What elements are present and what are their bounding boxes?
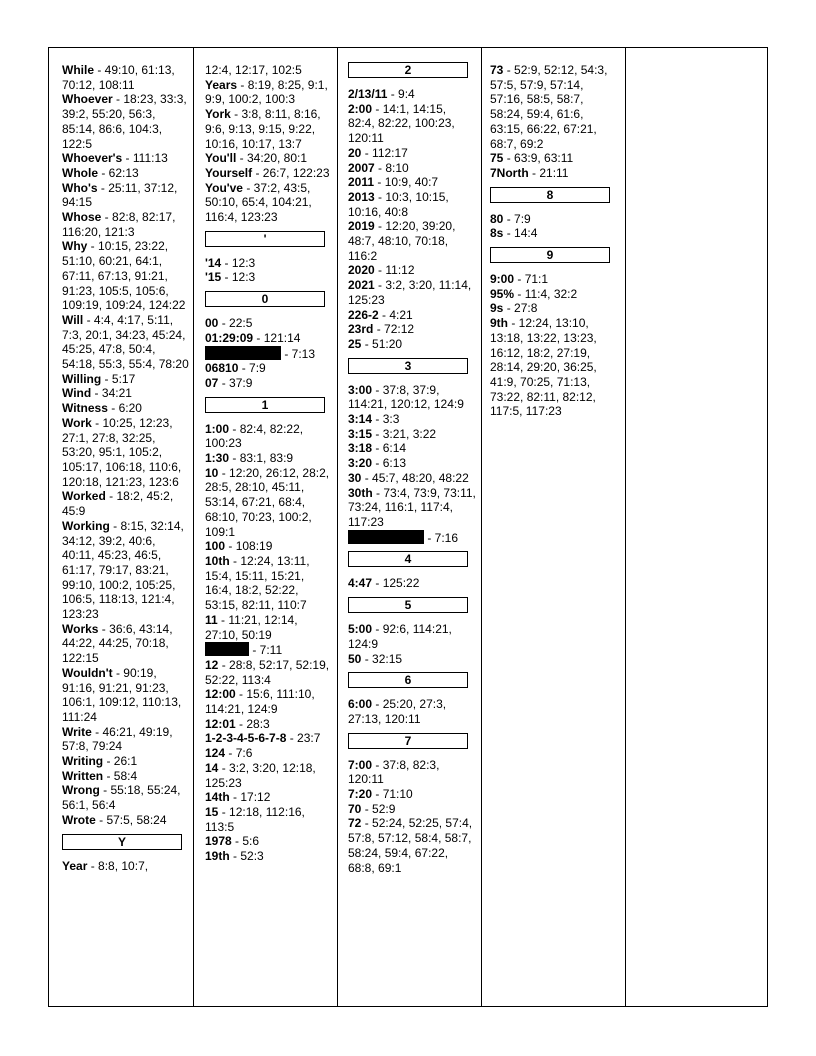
page-line-refs: 111:13 — [132, 151, 168, 166]
page-line-refs: 52:9, 52:12, 54:3, 57:5, 57:9, 57:14, 57:16, 58:5, 58:7, 58:24, 59:4, 61:6, 63:15, 66:22, 67:21, 68:7, 69:2 — [490, 63, 608, 151]
index-term: 1:00 — [205, 421, 230, 436]
page-line-refs: 7:6 — [235, 746, 253, 761]
index-term: 95% — [490, 286, 515, 301]
index-term: 20 — [348, 145, 362, 160]
index-entry: Write - 46:21, 49:19, 57:8, 79:24 — [62, 724, 173, 754]
index-entry: 1978 - 5:6 — [205, 834, 260, 849]
index-term: Working — [62, 518, 110, 533]
index-term: 2/13/11 — [348, 87, 388, 101]
page-line-refs: 37:2, 43:5, 50:10, 65:4, 104:21, 116:4, 123:23 — [205, 180, 312, 225]
letter-section-header: ' — [205, 231, 325, 247]
page-line-refs: 5:17 — [111, 371, 136, 386]
index-term: Willing — [62, 371, 102, 386]
index-term: 12:00 — [205, 687, 236, 702]
page-line-refs: 82:8, 82:17, 116:20, 121:3 — [62, 210, 176, 239]
page-line-refs: 52:9 — [372, 801, 396, 816]
index-entry: 3:18 - 6:14 — [348, 441, 407, 456]
index-entry: '15 - 12:3 — [205, 270, 256, 285]
index-term: 01:29:09 — [205, 330, 254, 345]
index-entry: 7:00 - 37:8, 82:3, 120:11 — [348, 757, 440, 787]
page-line-refs: 23:7 — [297, 731, 321, 746]
index-entry: Work - 10:25, 12:23, 27:1, 27:8, 32:25, 53:20, 95:1, 105:2, 105:17, 106:18, 110:6, 120:18, 121:23, 123:6 — [62, 415, 182, 489]
page-line-refs: 12:4, 12:17, 102:5 — [205, 63, 302, 77]
index-entry: - 7:16 — [348, 530, 476, 546]
index-entry: 9s - 27:8 — [490, 301, 538, 316]
page-line-refs: 52:3 — [240, 849, 264, 864]
index-term: 73 — [490, 63, 504, 77]
index-term: Whoever's — [62, 151, 123, 166]
page-line-refs: 92:6, 114:21, 124:9 — [348, 622, 452, 651]
index-entry: 3:20 - 6:13 — [348, 456, 407, 471]
index-entry: Working - 8:15, 32:14, 34:12, 39:2, 40:6, 40:11, 45:23, 46:5, 61:17, 79:17, 83:21, 99:10, 100:2, 105:25, 106:5, 118:13, 121:4, 123:23 — [62, 518, 184, 622]
index-term: 15 — [205, 804, 219, 819]
index-entry: You'll - 34:20, 80:1 — [205, 151, 308, 166]
page-line-refs: 12:24, 13:10, 13:18, 13:22, 13:23, 16:12, 18:2, 27:19, 28:14, 29:20, 36:25, 41:9, 70:25, 71:13, 73:22, 82:11, 82:12, 117:5, 117:23 — [490, 316, 597, 419]
page-line-refs: 14:4 — [514, 226, 538, 241]
index-term: 80 — [490, 211, 504, 226]
page-line-refs: 7:13 — [291, 346, 316, 361]
index-entry: 6:00 - 25:20, 27:3, 27:13, 120:11 — [348, 697, 447, 726]
index-entry: You've - 37:2, 43:5, 50:10, 65:4, 104:21, 116:4, 123:23 — [205, 180, 312, 225]
index-term: '14 — [205, 255, 222, 270]
index-term: 9th — [490, 316, 508, 331]
index-entry: 10 - 12:20, 26:12, 28:2, 28:5, 28:10, 45:11, 53:14, 67:21, 68:4, 68:10, 70:23, 100:2, 109:1 — [205, 465, 330, 539]
index-entry: Written - 58:4 — [62, 768, 138, 783]
index-entry: Year - 8:8, 10:7, — [62, 858, 149, 873]
index-entry: Willing - 5:17 — [62, 371, 136, 386]
page-line-refs: 5:6 — [242, 834, 260, 849]
index-term: 9:00 — [490, 272, 515, 287]
index-entry: 100 - 108:19 — [205, 539, 273, 554]
redaction-box — [205, 346, 281, 360]
index-term: Will — [62, 312, 84, 327]
index-entry: Worked - 18:2, 45:2, 45:9 — [62, 489, 174, 519]
page-line-refs: 8:8, 10:7, — [98, 858, 149, 873]
page-line-refs: 11:21, 12:14, 27:10, 50:19 — [205, 612, 298, 642]
page-line-refs: 52:24, 52:25, 57:4, 57:8, 57:12, 58:4, 58:7, 58:24, 59:4, 67:22, 68:8, 69:1 — [348, 816, 473, 875]
page-line-refs: 25:11, 37:12, 94:15 — [62, 180, 178, 210]
index-term: 50 — [348, 651, 362, 666]
page-line-refs: 58:4 — [113, 768, 138, 783]
page-line-refs: 10:3, 10:15, 10:16, 40:8 — [348, 189, 449, 219]
page-line-refs: 3:8, 8:11, 8:16, 9:6, 9:13, 9:15, 9:22, 10:16, 10:17, 13:7 — [205, 107, 321, 151]
letter-section-header: 2 — [348, 62, 468, 78]
index-term: Wind — [62, 386, 92, 401]
index-term: 14 — [205, 760, 219, 775]
index-term: 8s — [490, 226, 504, 241]
page-line-refs: 18:23, 33:3, 39:2, 55:20, 56:3, 85:14, 86:6, 104:3, 122:5 — [62, 92, 187, 151]
index-term: 00 — [205, 316, 219, 331]
index-term: 226-2 — [348, 307, 379, 322]
index-entry: Why - 10:15, 23:22, 51:10, 60:21, 64:1, 67:11, 67:13, 91:21, 91:23, 105:5, 105:6, 109:19, 109:24, 124:22 — [62, 239, 186, 313]
page-line-refs: 10:9, 40:7 — [384, 175, 439, 190]
page-line-refs: 8:15, 32:14, 34:12, 39:2, 40:6, 40:11, 45:23, 46:5, 61:17, 79:17, 83:21, 99:10, 100:2, 105:25, 106:5, 118:13, 121:4, 123:23 — [62, 518, 184, 622]
index-term: 06810 — [205, 361, 239, 376]
index-entry: 72 - 52:24, 52:25, 57:4, 57:8, 57:12, 58:4, 58:7, 58:24, 59:4, 67:22, 68:8, 69:1 — [348, 816, 473, 875]
index-term: 72 — [348, 816, 362, 831]
index-entry: 226-2 - 4:21 — [348, 307, 413, 322]
page-line-refs: 28:3 — [246, 716, 270, 731]
page-line-refs: 6:14 — [382, 441, 407, 456]
page-line-refs: 4:4, 4:17, 5:11, 7:3, 20:1, 34:23, 45:24, 45:25, 47:8, 50:4, 54:18, 55:3, 55:4, 78:20 — [62, 312, 189, 372]
index-entry: Witness - 6:20 — [62, 401, 142, 416]
index-entry: Years - 8:19, 8:25, 9:1, 9:9, 100:2, 100:3 — [205, 77, 328, 107]
index-entry: - 7:11 — [205, 642, 333, 658]
index-term: Works — [62, 621, 99, 636]
index-page-frame — [48, 47, 768, 1007]
index-entry: 20 - 112:17 — [348, 145, 408, 160]
page-line-refs: 63:9, 63:11 — [514, 151, 574, 166]
index-term: 1-2-3-4-5-6-7-8 — [205, 731, 287, 746]
page-line-refs: 57:5, 58:24 — [106, 812, 167, 827]
index-entry — [205, 63, 333, 78]
page-line-refs: 26:1 — [113, 754, 138, 769]
page-line-refs: 121:14 — [263, 330, 301, 345]
index-term: Wrote — [62, 812, 96, 827]
page-line-refs: 4:21 — [389, 307, 413, 322]
page-line-refs: 11:12 — [385, 263, 415, 278]
letter-section-header: 8 — [490, 187, 610, 203]
index-term: Whole — [62, 165, 98, 180]
index-term: Wrong — [62, 783, 100, 798]
index-term: 2011 — [348, 175, 375, 190]
index-term: 3:20 — [348, 456, 373, 471]
index-entry: Whoever's - 111:13 — [62, 151, 168, 166]
page-line-refs: 7:9 — [249, 361, 266, 376]
index-term: Witness — [62, 401, 108, 416]
index-entry: 9:00 - 71:1 — [490, 272, 549, 287]
index-entry: 3:00 - 37:8, 37:9, 114:21, 120:12, 124:9 — [348, 382, 464, 412]
page-line-refs: 32:15 — [372, 651, 403, 666]
index-entry: While - 49:10, 61:13, 70:12, 108:11 — [62, 63, 175, 92]
index-entry: Whose - 82:8, 82:17, 116:20, 121:3 — [62, 210, 176, 239]
index-term: 1:30 — [205, 451, 230, 466]
index-term: While — [62, 63, 94, 77]
page-line-refs: 7:11 — [259, 643, 283, 658]
index-entry: 95% - 11:4, 32:2 — [490, 286, 578, 301]
index-entry: 11 - 11:21, 12:14, 27:10, 50:19 — [205, 612, 298, 642]
index-entry: 4:47 - 125:22 — [348, 576, 420, 591]
page-line-refs: 3:2, 3:20, 11:14, 125:23 — [348, 278, 472, 307]
page-line-refs: 37:8, 37:9, 114:21, 120:12, 124:9 — [348, 382, 464, 412]
letter-section-header: 4 — [348, 551, 468, 567]
index-term: 7North — [490, 165, 529, 180]
page-line-refs: 8:10 — [385, 160, 409, 175]
index-entry: 2011 - 10:9, 40:7 — [348, 175, 439, 190]
index-entry: 2/13/11 - 9:4 — [348, 87, 415, 101]
index-entry: Who's - 25:11, 37:12, 94:15 — [62, 180, 178, 210]
page-line-refs: 10:15, 23:22, 51:10, 60:21, 64:1, 67:11, 67:13, 91:21, 91:23, 105:5, 105:6, 109:19, 109:24, 124:22 — [62, 239, 186, 313]
page-line-refs: 72:12 — [384, 322, 415, 337]
index-entry: 23rd - 72:12 — [348, 322, 415, 337]
page-line-refs: 15:6, 111:10, 114:21, 124:9 — [205, 687, 315, 717]
index-term: 07 — [205, 375, 219, 390]
index-term: Written — [62, 768, 104, 783]
index-entry: Whoever - 18:23, 33:3, 39:2, 55:20, 56:3, 85:14, 86:6, 104:3, 122:5 — [62, 92, 187, 151]
index-term: 9s — [490, 301, 504, 316]
page-line-refs: 8:19, 8:25, 9:1, 9:9, 100:2, 100:3 — [205, 77, 328, 107]
page-line-refs: 7:16 — [434, 530, 459, 545]
page-line-refs: 12:24, 13:11, 15:4, 15:11, 15:21, 16:4, 18:2, 52:22, 53:15, 82:11, 110:7 — [205, 553, 310, 613]
index-term: 3:00 — [348, 382, 373, 397]
index-entry: 12 - 28:8, 52:17, 52:19, 52:22, 113:4 — [205, 657, 330, 687]
page-line-refs: 71:1 — [524, 272, 549, 287]
index-term: Who's — [62, 180, 98, 195]
index-term: Years — [205, 77, 238, 92]
index-term: 10th — [205, 553, 230, 568]
redaction-box — [348, 530, 424, 544]
index-term: 19th — [205, 849, 230, 864]
index-entry: 7:20 - 71:10 — [348, 787, 413, 802]
page-line-refs: 125:22 — [382, 576, 420, 591]
page-line-refs: 21:11 — [539, 165, 569, 180]
index-term: 4:47 — [348, 576, 373, 591]
index-term: 12:01 — [205, 716, 236, 731]
letter-section-header: 0 — [205, 291, 325, 307]
index-term: 2013 — [348, 189, 375, 204]
index-term: 2:00 — [348, 101, 373, 116]
index-term: 3:15 — [348, 426, 373, 441]
index-entry: 30 - 45:7, 48:20, 48:22 — [348, 470, 469, 485]
index-term: 30 — [348, 470, 362, 485]
index-term: '15 — [205, 270, 222, 285]
index-term: You've — [205, 180, 243, 195]
index-term: Year — [62, 858, 88, 873]
index-entry: 73 - 52:9, 52:12, 54:3, 57:5, 57:9, 57:14, 57:16, 58:5, 58:7, 58:24, 59:4, 61:6, 63:15, 66:22, 67:21, 68:7, 69:2 — [490, 63, 608, 151]
index-entry: 5:00 - 92:6, 114:21, 124:9 — [348, 622, 452, 651]
index-entry: 30th - 73:4, 73:9, 73:11, 73:24, 116:1, 117:4, 117:23 — [348, 485, 476, 529]
index-entry: 2019 - 12:20, 39:20, 48:7, 48:10, 70:18, 116:2 — [348, 219, 456, 263]
index-column-1 — [49, 48, 193, 1006]
page-line-refs: 112:17 — [372, 145, 408, 160]
index-term: 2007 — [348, 160, 375, 175]
index-entry: 12:00 - 15:6, 111:10, 114:21, 124:9 — [205, 687, 315, 717]
index-term: 7:20 — [348, 787, 373, 802]
index-entry: 3:14 - 3:3 — [348, 412, 400, 427]
index-entry: Wind - 34:21 — [62, 386, 132, 401]
page-line-refs: 25:20, 27:3, 27:13, 120:11 — [348, 697, 447, 726]
page-line-refs: 108:19 — [235, 539, 273, 554]
page-line-refs: 6:13 — [382, 456, 407, 471]
index-entry: 3:15 - 3:21, 3:22 — [348, 426, 437, 441]
page-line-refs: 3:3 — [382, 412, 400, 427]
index-term: 7:00 — [348, 757, 373, 772]
page-line-refs: 9:4 — [398, 87, 415, 101]
page-line-refs: 37:9 — [229, 375, 253, 390]
index-entry: 14 - 3:2, 3:20, 12:18, 125:23 — [205, 760, 316, 790]
page-line-refs: 12:3 — [231, 255, 256, 270]
index-column-4 — [481, 48, 625, 1006]
index-entry: 70 - 52:9 — [348, 801, 396, 816]
index-term: 75 — [490, 151, 504, 166]
page-line-refs: 10:25, 12:23, 27:1, 27:8, 32:25, 53:20, 95:1, 105:2, 105:17, 106:18, 110:6, 120:18, 121:23, 123:6 — [62, 415, 182, 489]
index-entry: 15 - 12:18, 112:16, 113:5 — [205, 804, 305, 834]
index-column-5 — [625, 48, 769, 1006]
index-entry: 01:29:09 - 121:14 — [205, 330, 301, 345]
index-term: 3:14 — [348, 412, 373, 427]
index-term: 23rd — [348, 322, 374, 337]
index-term: Writing — [62, 754, 104, 769]
page-line-refs: 34:20, 80:1 — [246, 151, 308, 166]
index-term: 14th — [205, 790, 230, 805]
index-entry: Works - 36:6, 43:14, 44:22, 44:25, 70:18, 122:15 — [62, 621, 173, 666]
index-entry: 19th - 52:3 — [205, 849, 264, 864]
page-line-refs: 3:2, 3:20, 12:18, 125:23 — [205, 760, 316, 790]
page-line-refs: 37:8, 82:3, 120:11 — [348, 757, 440, 787]
index-column-3 — [337, 48, 481, 1006]
index-entry: 1:30 - 83:1, 83:9 — [205, 451, 294, 466]
page-line-refs: 22:5 — [229, 316, 253, 331]
page-line-refs: 55:18, 55:24, 56:1, 56:4 — [62, 783, 181, 813]
letter-section-header: 7 — [348, 733, 468, 749]
letter-section-header: 3 — [348, 358, 468, 374]
index-term: 2019 — [348, 219, 375, 234]
index-entry: 06810 - 7:9 — [205, 361, 266, 376]
page-line-refs: 34:21 — [101, 386, 132, 401]
page-line-refs: 11:4, 32:2 — [524, 286, 578, 301]
page-line-refs: 49:10, 61:13, 70:12, 108:11 — [62, 63, 175, 92]
index-entry: 2007 - 8:10 — [348, 160, 409, 175]
index-entry: 124 - 7:6 — [205, 746, 253, 761]
index-term: 2021 — [348, 278, 375, 293]
letter-section-header: 9 — [490, 247, 610, 263]
index-entry: 00 - 22:5 — [205, 316, 253, 331]
index-entry: 12:01 - 28:3 — [205, 716, 270, 731]
page-line-refs: 36:6, 43:14, 44:22, 44:25, 70:18, 122:15 — [62, 621, 173, 666]
index-entry: 9th - 12:24, 13:10, 13:18, 13:22, 13:23, 16:12, 18:2, 27:19, 28:14, 29:20, 36:25, 41:9, 70:25, 71:13, 73:22, 82:11, 82:12, 117:5, 117:23 — [490, 316, 597, 419]
index-term: 6:00 — [348, 697, 373, 712]
index-term: 1978 — [205, 834, 232, 849]
index-term: 10 — [205, 465, 219, 480]
page-line-refs: 62:13 — [108, 165, 139, 180]
page-line-refs: 26:7, 122:23 — [262, 165, 330, 180]
index-term: Why — [62, 239, 88, 254]
redaction-box — [205, 642, 249, 656]
page-line-refs: 12:20, 39:20, 48:7, 48:10, 70:18, 116:2 — [348, 219, 456, 263]
index-entry: 75 - 63:9, 63:11 — [490, 151, 574, 166]
page-line-refs: 12:3 — [231, 270, 256, 285]
page-line-refs: 82:4, 82:22, 100:23 — [205, 421, 304, 451]
index-term: 124 — [205, 746, 226, 761]
page-line-refs: 83:1, 83:9 — [239, 451, 294, 466]
index-entry: Wrote - 57:5, 58:24 — [62, 812, 167, 827]
index-entry: 1-2-3-4-5-6-7-8 - 23:7 — [205, 731, 321, 746]
index-term: Worked — [62, 489, 106, 504]
index-term: York — [205, 107, 231, 122]
page-line-refs: 27:8 — [514, 301, 538, 316]
index-term: Write — [62, 724, 92, 739]
index-entry: Wouldn't - 90:19, 91:16, 91:21, 91:23, 106:1, 109:12, 110:13, 111:24 — [62, 665, 182, 724]
index-entry: 1:00 - 82:4, 82:22, 100:23 — [205, 421, 304, 451]
index-term: 2020 — [348, 263, 375, 278]
page-line-refs: 6:20 — [118, 401, 142, 416]
page-line-refs: 14:1, 14:15, 82:4, 82:22, 100:23, 120:11 — [348, 101, 455, 146]
index-entry: 14th - 17:12 — [205, 790, 271, 805]
page-line-refs: 18:2, 45:2, 45:9 — [62, 489, 174, 519]
index-entry: 2013 - 10:3, 10:15, 10:16, 40:8 — [348, 189, 449, 219]
index-term: Work — [62, 415, 92, 430]
page-line-refs: 71:10 — [382, 787, 413, 802]
letter-section-header: 1 — [205, 397, 325, 413]
index-entry: 25 - 51:20 — [348, 336, 403, 351]
index-entry: Yourself - 26:7, 122:23 — [205, 165, 330, 180]
index-entry: Wrong - 55:18, 55:24, 56:1, 56:4 — [62, 783, 181, 813]
index-entry: Whole - 62:13 — [62, 165, 139, 180]
index-term: 11 — [205, 612, 218, 627]
page-line-refs: 17:12 — [240, 790, 271, 805]
index-entry: Writing - 26:1 — [62, 754, 138, 769]
index-entry: Will - 4:4, 4:17, 5:11, 7:3, 20:1, 34:23, 45:24, 45:25, 47:8, 50:4, 54:18, 55:3, 55:4, 78:20 — [62, 312, 189, 372]
index-term: You'll — [205, 151, 237, 166]
index-term: 12 — [205, 657, 219, 672]
index-term: 3:18 — [348, 441, 373, 456]
index-term: Yourself — [205, 165, 253, 180]
index-term: 30th — [348, 485, 373, 500]
page-line-refs: 12:18, 112:16, 113:5 — [205, 804, 305, 834]
page-line-refs: 7:9 — [514, 211, 531, 226]
index-entry: - 7:13 — [205, 346, 333, 362]
page-line-refs: 28:8, 52:17, 52:19, 52:22, 113:4 — [205, 657, 330, 687]
index-entry: 50 - 32:15 — [348, 651, 403, 666]
letter-section-header: 6 — [348, 672, 468, 688]
index-column-2 — [193, 48, 337, 1006]
index-term: Whose — [62, 210, 102, 225]
index-entry: 7North - 21:11 — [490, 165, 569, 180]
index-entry: 2021 - 3:2, 3:20, 11:14, 125:23 — [348, 278, 472, 307]
page-line-refs: 45:7, 48:20, 48:22 — [372, 470, 469, 485]
index-term: 70 — [348, 801, 362, 816]
page-line-refs: 90:19, 91:16, 91:21, 91:23, 106:1, 109:12, 110:13, 111:24 — [62, 665, 182, 724]
index-entry: '14 - 12:3 — [205, 255, 256, 270]
letter-section-header: Y — [62, 834, 182, 850]
index-term: Whoever — [62, 92, 113, 107]
index-term: 5:00 — [348, 622, 373, 637]
page-line-refs: 3:21, 3:22 — [382, 426, 437, 441]
index-entry: York - 3:8, 8:11, 8:16, 9:6, 9:13, 9:15, 9:22, 10:16, 10:17, 13:7 — [205, 107, 321, 151]
index-entry: 07 - 37:9 — [205, 375, 253, 390]
page-line-refs: 12:20, 26:12, 28:2, 28:5, 28:10, 45:11, 53:14, 67:21, 68:4, 68:10, 70:23, 100:2, 109:1 — [205, 465, 330, 539]
index-entry: 2020 - 11:12 — [348, 263, 415, 278]
page-line-refs: 46:21, 49:19, 57:8, 79:24 — [62, 724, 173, 754]
index-entry: 2:00 - 14:1, 14:15, 82:4, 82:22, 100:23, 120:11 — [348, 101, 455, 146]
letter-section-header: 5 — [348, 597, 468, 613]
index-entry: 8s - 14:4 — [490, 226, 538, 241]
page-line-refs: 51:20 — [372, 336, 403, 351]
index-term: 100 — [205, 539, 226, 554]
index-term: Wouldn't — [62, 665, 113, 680]
index-entry: 10th - 12:24, 13:11, 15:4, 15:11, 15:21, 16:4, 18:2, 52:22, 53:15, 82:11, 110:7 — [205, 553, 310, 613]
page-line-refs: 73:4, 73:9, 73:11, 73:24, 116:1, 117:4, 117:23 — [348, 485, 476, 529]
index-term: 25 — [348, 336, 362, 351]
index-entry: 80 - 7:9 — [490, 211, 531, 226]
